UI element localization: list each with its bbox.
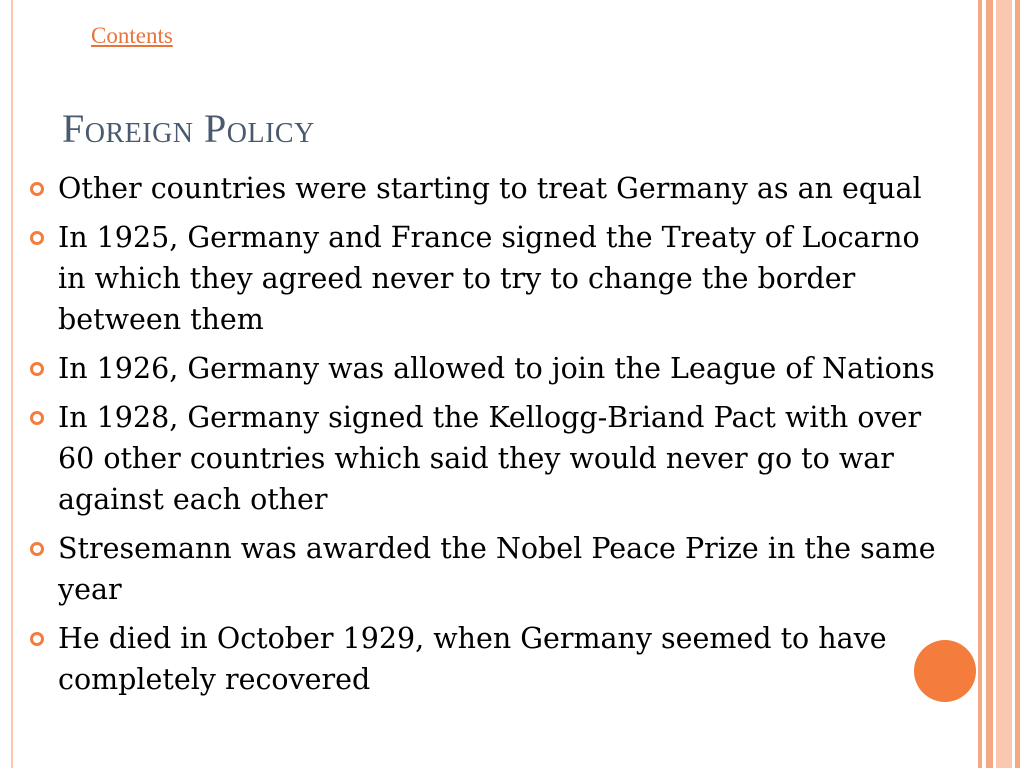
right-border-stripe-3 (996, 0, 1012, 768)
right-border-stripe-1 (978, 0, 982, 768)
bullet-item (28, 618, 948, 700)
decorative-circle (914, 640, 976, 702)
bullet-item (28, 168, 948, 209)
contents-link[interactable]: Contents (91, 23, 173, 48)
bullet-text: In 1925, Germany and France signed the Treaty of Locarno in which they agreed never to try to change the border between them (58, 221, 920, 336)
orange-ring-icon (30, 542, 44, 556)
left-border-line (11, 0, 13, 768)
bullet-item (28, 348, 948, 389)
right-border-stripe-2 (986, 0, 993, 768)
slide-title: Foreign Policy (62, 106, 315, 151)
bullet-item (28, 528, 948, 610)
bullet-list (28, 168, 948, 708)
orange-ring-icon (30, 411, 44, 425)
bullet-text: Other countries were starting to treat Germany as an equal (58, 172, 922, 205)
orange-ring-icon (30, 231, 44, 245)
right-border-stripe-4 (1015, 0, 1020, 768)
bullet-item (28, 397, 948, 520)
orange-ring-icon (30, 362, 44, 376)
bullet-item (28, 217, 948, 340)
bullet-text: Stresemann was awarded the Nobel Peace Prize in the same year (58, 532, 936, 606)
bullet-text: He died in October 1929, when Germany seemed to have completely recovered (58, 622, 887, 696)
orange-ring-icon (30, 182, 44, 196)
bullet-text: In 1928, Germany signed the Kellogg-Briand Pact with over 60 other countries which said they would never go to war against each other (58, 401, 922, 516)
bullet-text: In 1926, Germany was allowed to join the League of Nations (58, 352, 935, 385)
orange-ring-icon (30, 632, 44, 646)
